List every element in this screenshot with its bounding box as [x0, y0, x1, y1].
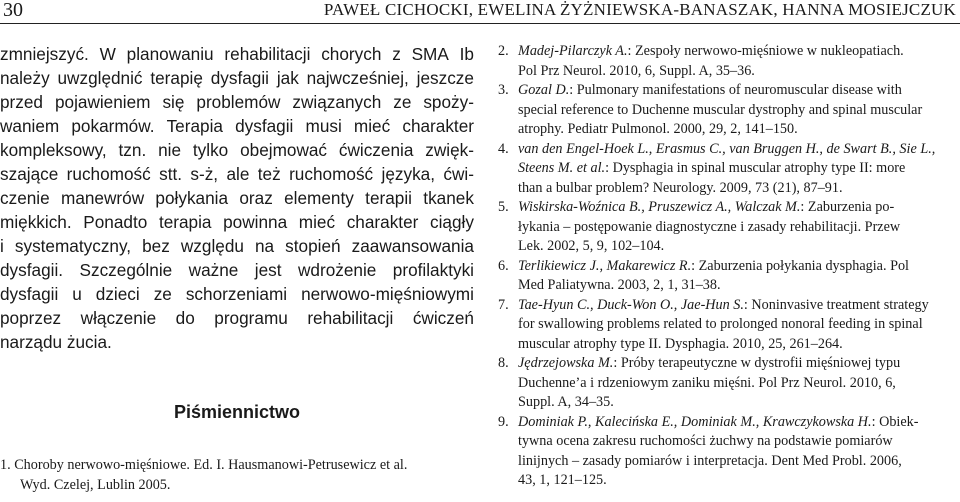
- word: Szczególnie: [79, 260, 173, 280]
- word: charakter: [402, 116, 474, 136]
- reference-number: 5.: [498, 199, 509, 215]
- word: stt.: [159, 164, 183, 184]
- word: rehabilitacji: [307, 308, 394, 328]
- reference-line: tywna ocena zakresu ruchomości żuchwy na podstawie pomiarów: [518, 433, 893, 449]
- reference-text: : Dysphagia in spinal muscular atrophy type II: more: [605, 160, 906, 176]
- word: względu: [180, 236, 244, 256]
- word: dysfagii: [235, 116, 294, 136]
- word: bez: [142, 236, 170, 256]
- word: ćwiczeń: [412, 308, 474, 328]
- word: tylko: [192, 140, 229, 160]
- references-list-left: [0, 456, 474, 495]
- reference-line: muscular atrophy type II. Dysphagia. 2010, 25, 261–264.: [518, 335, 843, 352]
- body-line: [0, 90, 474, 114]
- word: programu: [214, 308, 288, 328]
- word: musi: [305, 116, 342, 136]
- word: dysfagii.: [0, 260, 64, 280]
- word: poprzez: [0, 308, 62, 328]
- body-line: [0, 282, 474, 306]
- body-line: [0, 258, 474, 282]
- word: oraz: [239, 188, 273, 208]
- word: związanych: [292, 92, 382, 112]
- body-line: [0, 138, 474, 162]
- reference-line: for swallowing problems related to prolonged nonoral feeding in spinal: [518, 316, 923, 332]
- word: się: [162, 92, 185, 112]
- word: ze: [393, 92, 412, 112]
- word: dysfagii: [210, 68, 269, 88]
- word: zaawansowania: [351, 236, 474, 256]
- word: u: [72, 284, 82, 304]
- reference-9: [498, 413, 960, 433]
- body-line: [0, 114, 474, 138]
- word: pojawieniem: [54, 92, 151, 112]
- reference-author: Dominiak P., Kalecińska E., Dominiak M., Krawczykowska H.: [518, 413, 872, 430]
- reference-text: : Obiek-: [871, 413, 919, 430]
- word: terapię: [150, 68, 203, 88]
- references-heading: Piśmiennictwo: [173, 402, 301, 422]
- reference-line: special reference to Duchenne muscular dystrophy and spinal muscular: [518, 101, 923, 118]
- reference-line: 43, 1, 121–125.: [518, 472, 607, 488]
- reference-line: 1. Choroby nerwowo-mięśniowe. Ed. I. Hausmanowi-Petrusewicz et al.: [0, 457, 408, 473]
- word: dysfagii: [0, 284, 59, 304]
- reference-line: Med Paliatywna. 2003, 2, 1, 31–38.: [518, 277, 721, 293]
- word: tzn.: [118, 140, 147, 160]
- reference-text: : Zaburzenia po-: [800, 199, 895, 215]
- reference-number: 4.: [498, 140, 509, 157]
- running-head: PAWEŁ CICHOCKI, EWELINA ŻYŻNIEWSKA-BANASZAK, HANNA MOSIEJCZUK: [323, 0, 956, 19]
- word: jest: [254, 260, 282, 280]
- word: ważne: [188, 260, 239, 280]
- page-number: 30: [3, 0, 23, 21]
- reference-text: : Zaburzenia połykania dysphagia. Pol: [691, 257, 910, 274]
- word: waniem: [0, 116, 60, 136]
- word: przed: [0, 92, 43, 112]
- word: z: [392, 44, 401, 64]
- reference-7: [498, 296, 960, 316]
- word: języka,: [381, 164, 436, 184]
- word: Ponadto: [83, 212, 148, 232]
- body-line: [0, 210, 474, 234]
- word: systematyczny,: [14, 236, 132, 256]
- body-line: narządu żucia.: [0, 332, 112, 352]
- word: na: [255, 236, 275, 256]
- reference-3: [498, 81, 960, 101]
- reference-line: linijnych – zasady pomiarów i interpretacja. Dent Med Probl. 2006,: [518, 452, 902, 469]
- word: nie: [158, 140, 182, 160]
- reference-line: Duchenne’a i rdzeniowym zaniku mięśni. Pol Prz Neurol. 2010, 6,: [518, 374, 896, 391]
- reference-8: [498, 354, 960, 374]
- reference-line: Pol Prz Neurol. 2010, 6, Suppl. A, 35–36.: [518, 62, 755, 79]
- word: s-ż,: [190, 164, 219, 184]
- reference-line: Suppl. A, 34–35.: [518, 394, 614, 410]
- word: kompleksowy,: [0, 140, 107, 160]
- word: manewrów: [61, 188, 145, 208]
- word: uwzględnić: [57, 68, 143, 88]
- word: obejmować: [240, 140, 328, 160]
- body-line: [0, 234, 474, 258]
- word: Ib: [459, 44, 474, 64]
- word: ćwiczenia: [338, 140, 414, 160]
- word: ćwi-: [443, 164, 474, 184]
- word: terapia: [158, 212, 212, 232]
- word: jak: [276, 68, 299, 88]
- reference-text: : Zespoły nerwowo-mięśniowe w nukleopatiach.: [627, 43, 904, 59]
- reference-number: 7.: [498, 296, 509, 313]
- reference-author: van den Engel-Hoek L., Erasmus C., van Bruggen H., de Swart B., Sie L.,: [518, 140, 936, 157]
- body-line: [0, 306, 474, 330]
- word: rehabilitacji: [224, 44, 311, 64]
- page-header: [0, 0, 960, 22]
- word: dzieci: [95, 284, 140, 304]
- reference-line: Lek. 2002, 5, 9, 102–104.: [518, 238, 665, 254]
- word: zwięk-: [425, 140, 474, 160]
- word: problemów: [196, 92, 281, 112]
- word: czenie: [0, 188, 50, 208]
- body-line: [0, 66, 474, 90]
- reference-author: Tae-Hyun C., Duck-Won O., Jae-Hun S.: [518, 296, 744, 313]
- reference-4: [498, 140, 960, 160]
- reference-number: 6.: [498, 257, 509, 274]
- reference-author: Steens M. et al.: [518, 160, 606, 176]
- word: powinna: [223, 212, 288, 232]
- word: SMA: [411, 44, 449, 64]
- word: ruchomość: [289, 164, 374, 184]
- word: wdrożenie: [298, 260, 377, 280]
- word: szające: [0, 164, 59, 184]
- reference-author: Terlikiewicz J., Makarewicz R.: [518, 257, 692, 274]
- word: połykania: [155, 188, 229, 208]
- reference-line: atrophy. Pediatr Pulmonol. 2000, 29, 2, 141–150.: [518, 121, 798, 137]
- word: elementy: [284, 188, 354, 208]
- reference-number: 3.: [498, 82, 509, 98]
- reference-number: 8.: [498, 355, 509, 371]
- word: mieć: [298, 212, 336, 232]
- reference-text: : Noninvasive treatment strategy: [743, 296, 929, 313]
- reference-2: [498, 42, 960, 62]
- word: spoży-: [423, 92, 474, 112]
- word: terapii: [365, 188, 412, 208]
- word: nerwowo-mięśniowymi: [301, 284, 474, 304]
- reference-author: Jędrzejowska M.: [518, 355, 614, 371]
- references-list-right: [498, 42, 960, 491]
- word: należy: [0, 68, 50, 88]
- reference-line: Wyd. Czelej, Lublin 2005.: [20, 476, 171, 493]
- word: chorych: [321, 44, 382, 64]
- reference-author: Gozal D.: [518, 82, 570, 98]
- word: ruchomość: [66, 164, 151, 184]
- word: pokarmów.: [71, 116, 155, 136]
- word: włączenie: [80, 308, 157, 328]
- reference-line: [498, 159, 960, 179]
- word: mieć: [353, 116, 391, 136]
- word: planowaniu: [126, 44, 214, 64]
- body-text: [0, 42, 474, 354]
- word: profilaktyki: [392, 260, 474, 280]
- reference-text: : Pulmonary manifestations of neuromuscular disease with: [569, 82, 902, 98]
- header-rule: [0, 23, 960, 24]
- word: do: [175, 308, 195, 328]
- word: też: [257, 164, 281, 184]
- word: ale: [226, 164, 250, 184]
- body-line: [0, 186, 474, 210]
- body-line: [0, 42, 474, 66]
- reference-author: Wiskirska-Woźnica B., Pruszewicz A., Walczak M.: [518, 199, 801, 215]
- word: ciągły: [429, 212, 474, 232]
- reference-number: 9.: [498, 413, 509, 430]
- word: i: [0, 236, 4, 256]
- word: ze: [153, 284, 172, 304]
- reference-6: [498, 257, 960, 277]
- word: charakter: [346, 212, 419, 232]
- word: Terapia: [166, 116, 223, 136]
- word: tkanek: [423, 188, 474, 208]
- reference-line: than a bulbar problem? Neurology. 2009, 73 (21), 87–91.: [518, 179, 843, 196]
- body-line: [0, 162, 474, 186]
- word: jeszcze: [416, 68, 474, 88]
- word: zmniejszyć.: [0, 44, 89, 64]
- word: W: [99, 44, 116, 64]
- reference-author: Madej-Pilarczyk A.: [518, 43, 628, 59]
- reference-line: łykania – postępowanie diagnostyczne i zasady rehabilitacji. Przew: [518, 218, 901, 235]
- reference-5: [498, 198, 960, 218]
- reference-text: : Próby terapeutyczne w dystrofii mięśniowej typu: [613, 355, 901, 371]
- word: najwcześniej,: [306, 68, 409, 88]
- word: miękkich.: [0, 212, 72, 232]
- word: stopień: [285, 236, 341, 256]
- reference-number: 2.: [498, 43, 509, 59]
- word: schorzeniami: [185, 284, 288, 304]
